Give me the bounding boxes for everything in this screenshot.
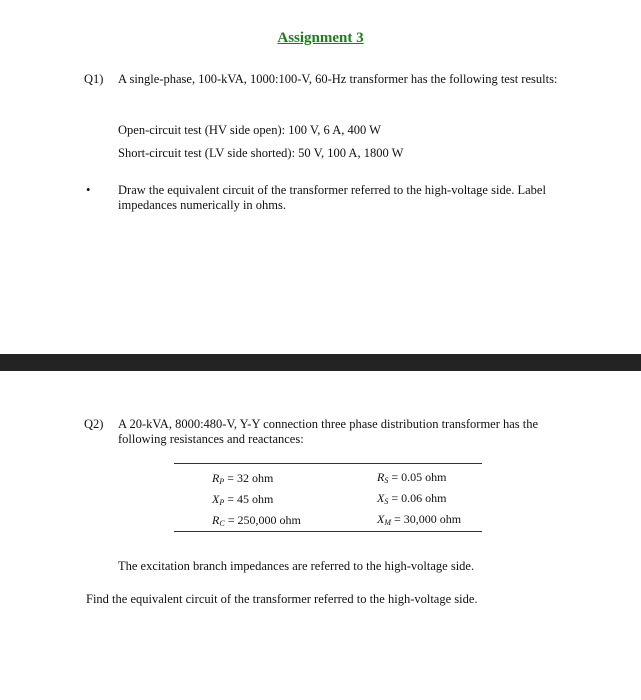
q1-number: Q1)	[84, 72, 104, 86]
table-cell: $R_C = 250,000$ ohm	[212, 513, 301, 528]
table-cell: $R_P = 32$ ohm	[212, 471, 274, 486]
table-cell: $X_M = 30,000$ ohm	[377, 512, 462, 527]
q1-task: Draw the equivalent circuit of the transformer referred to the high-voltage side. Label impedances numerically in ohms.	[118, 183, 546, 212]
q1-text: A single-phase, 100-kVA, 1000:100-V, 60-Hz transformer has the following test results:	[118, 72, 558, 86]
table-top-rule	[174, 463, 482, 464]
q1-open-circuit-test: Open-circuit test (HV side open): 100 V, 6 A, 400 W	[118, 123, 381, 137]
table-bottom-rule	[174, 531, 482, 532]
table-cell: $X_P = 45$ ohm	[212, 492, 274, 507]
page-title: Assignment 3	[277, 30, 364, 46]
table-cell: $R_S = 0.05$ ohm	[377, 470, 447, 485]
table-cell: $X_S = 0.06$ ohm	[377, 491, 447, 506]
q2-text: A 20-kVA, 8000:480-V, Y-Y connection three phase distribution transformer has the following resistances and reactances:	[118, 417, 539, 446]
q1-short-circuit-test: Short-circuit test (LV side shorted): 50 V, 100 A, 1800 W	[118, 146, 404, 160]
q2-note: The excitation branch impedances are referred to the high-voltage side.	[118, 559, 475, 573]
bullet-icon: •	[86, 183, 91, 197]
section-divider	[0, 354, 641, 371]
q2-number: Q2)	[84, 417, 104, 431]
q2-task: Find the equivalent circuit of the transformer referred to the high-voltage side.	[86, 592, 478, 606]
